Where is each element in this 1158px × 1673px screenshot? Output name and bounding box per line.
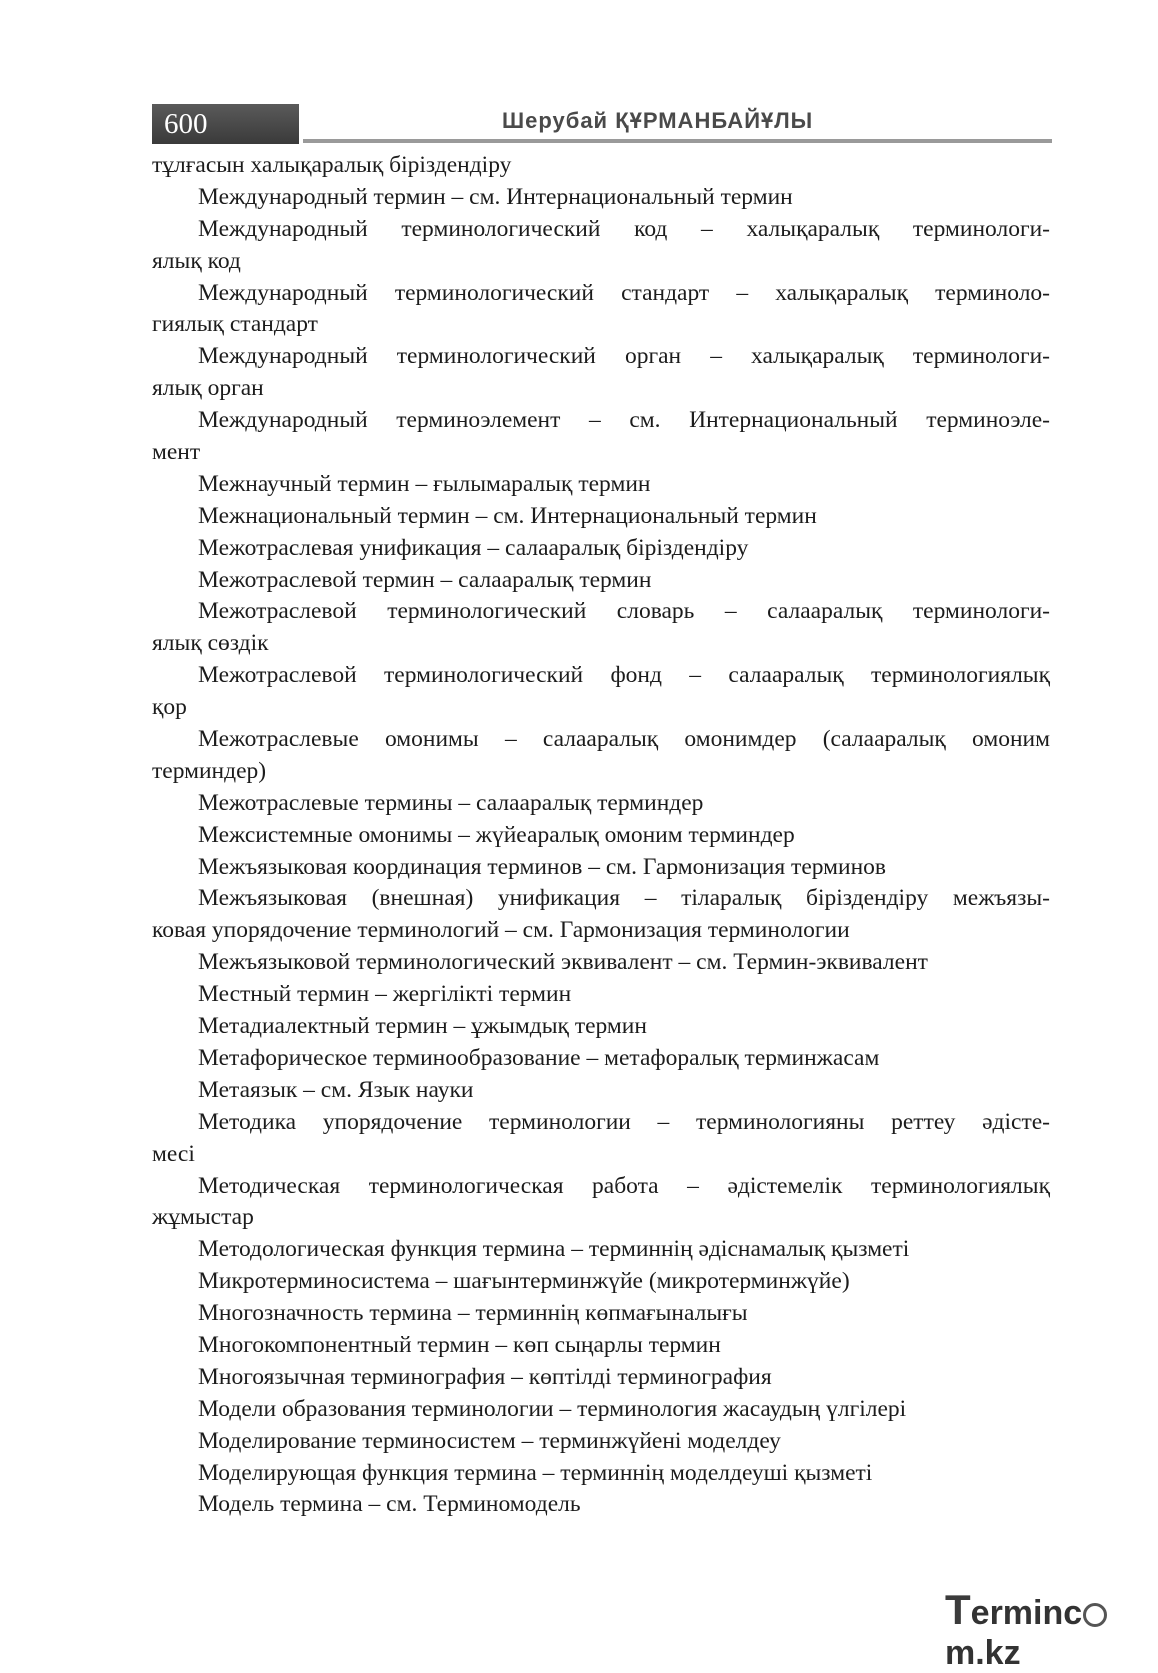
text-line: Международный терминологический орган – халықаралық терминологи-: [198, 343, 1050, 370]
page-header: [152, 104, 1052, 144]
text-line: Методика упорядочение терминологии – терминологияны реттеу әдісте-: [198, 1108, 1050, 1135]
text-line: Микротерминосистема – шағынтерминжүйе (микротерминжүйе): [198, 1268, 850, 1295]
text-line: Моделирование терминосистем – терминжүйені моделдеу: [198, 1427, 781, 1454]
text-line: Межотраслевые термины – салааралық терминдер: [198, 789, 704, 816]
text-line: Межнациональный термин – см. Интернациональный термин: [198, 502, 817, 529]
text-line: Межъязыковой терминологический эквивалент – см. Термин-эквивалент: [198, 949, 928, 976]
text-line: Межотраслевой термин – салааралық термин: [198, 566, 652, 593]
text-line: Модель термина – см. Терминомодель: [198, 1491, 581, 1518]
text-line: Многокомпонентный термин – көп сыңарлы термин: [198, 1331, 721, 1358]
text-line: Межотраслевая унификация – салааралық біріздендіру: [198, 534, 749, 561]
text-line: месі: [152, 1140, 195, 1167]
text-line: Международный термин – см. Интернациональный термин: [198, 183, 793, 210]
text-line: қор: [152, 694, 187, 721]
text-line: Метафорическое терминообразование – метафоралық терминжасам: [198, 1044, 880, 1071]
text-line: Методическая терминологическая работа – әдістемелік терминологиялық: [198, 1172, 1050, 1199]
text-line: Метаязык – см. Язык науки: [198, 1076, 474, 1103]
text-line: ковая упорядочение терминологий – см. Гармонизация терминологии: [152, 917, 850, 944]
text-line: терминдер): [152, 757, 267, 784]
glossary-body: [152, 150, 1050, 1521]
watermark-text: erminc: [970, 1594, 1083, 1632]
site-watermark-logo: [945, 1586, 1158, 1673]
text-line: ялық орган: [152, 375, 264, 402]
text-line: Межъязыковая координация терминов – см. Гармонизация терминов: [198, 853, 887, 880]
text-line: Межотраслевые омонимы – салааралық омонимдер (салааралық омоним: [198, 726, 1050, 753]
text-line: Межотраслевой терминологический фонд – салааралық терминологиялық: [198, 662, 1050, 689]
text-line: Межъязыковая (внешная) унификация – тіларалық біріздендіру межъязы-: [198, 885, 1050, 912]
text-line: Местный термин – жергілікті термин: [198, 981, 572, 1008]
text-line: тұлғасын халықаралық біріздендіру: [152, 152, 512, 178]
watermark-o-icon: [1083, 1603, 1107, 1627]
text-line: Международный терминоэлемент – см. Интернациональный терминоэле-: [198, 407, 1050, 434]
text-line: Межсистемные омонимы – жүйеаралық омоним терминдер: [198, 821, 795, 848]
text-line: Моделирующая функция термина – терминнің моделдеуші қызметі: [198, 1459, 873, 1486]
text-line: ялық сөздік: [152, 630, 269, 657]
watermark-domain: m.kz: [945, 1634, 1021, 1672]
text-line: жұмыстар: [152, 1204, 254, 1231]
text-line: Метадиалектный термин – ұжымдық термин: [198, 1013, 647, 1040]
text-line: Модели образования терминологии – терминология жасаудың үлгілері: [198, 1395, 907, 1422]
header-rule: [303, 139, 1052, 143]
text-line: Межнаучный термин – ғылымаралық термин: [198, 470, 651, 497]
text-line: Международный терминологический стандарт – халықаралық терминоло-: [198, 279, 1050, 306]
text-line: Межотраслевой терминологический словарь – салааралық терминологи-: [198, 598, 1050, 625]
running-head-author: Шерубай ҚҰРМАНБАЙҰЛЫ: [502, 108, 814, 133]
text-line: мент: [152, 439, 201, 466]
text-line: Многоязычная терминография – көптілді терминография: [198, 1363, 772, 1390]
text-line: ялық код: [152, 247, 241, 274]
text-line: Многозначность термина – терминнің көпмағыналығы: [198, 1300, 748, 1327]
text-line: Международный терминологический код – халықаралық терминологи-: [198, 215, 1050, 242]
watermark-t: T: [945, 1586, 971, 1633]
text-line: Методологическая функция термина – терминнің әдіснамалық қызметі: [198, 1236, 910, 1263]
page-number: 600: [152, 104, 299, 144]
text-line: гиялық стандарт: [152, 311, 318, 338]
